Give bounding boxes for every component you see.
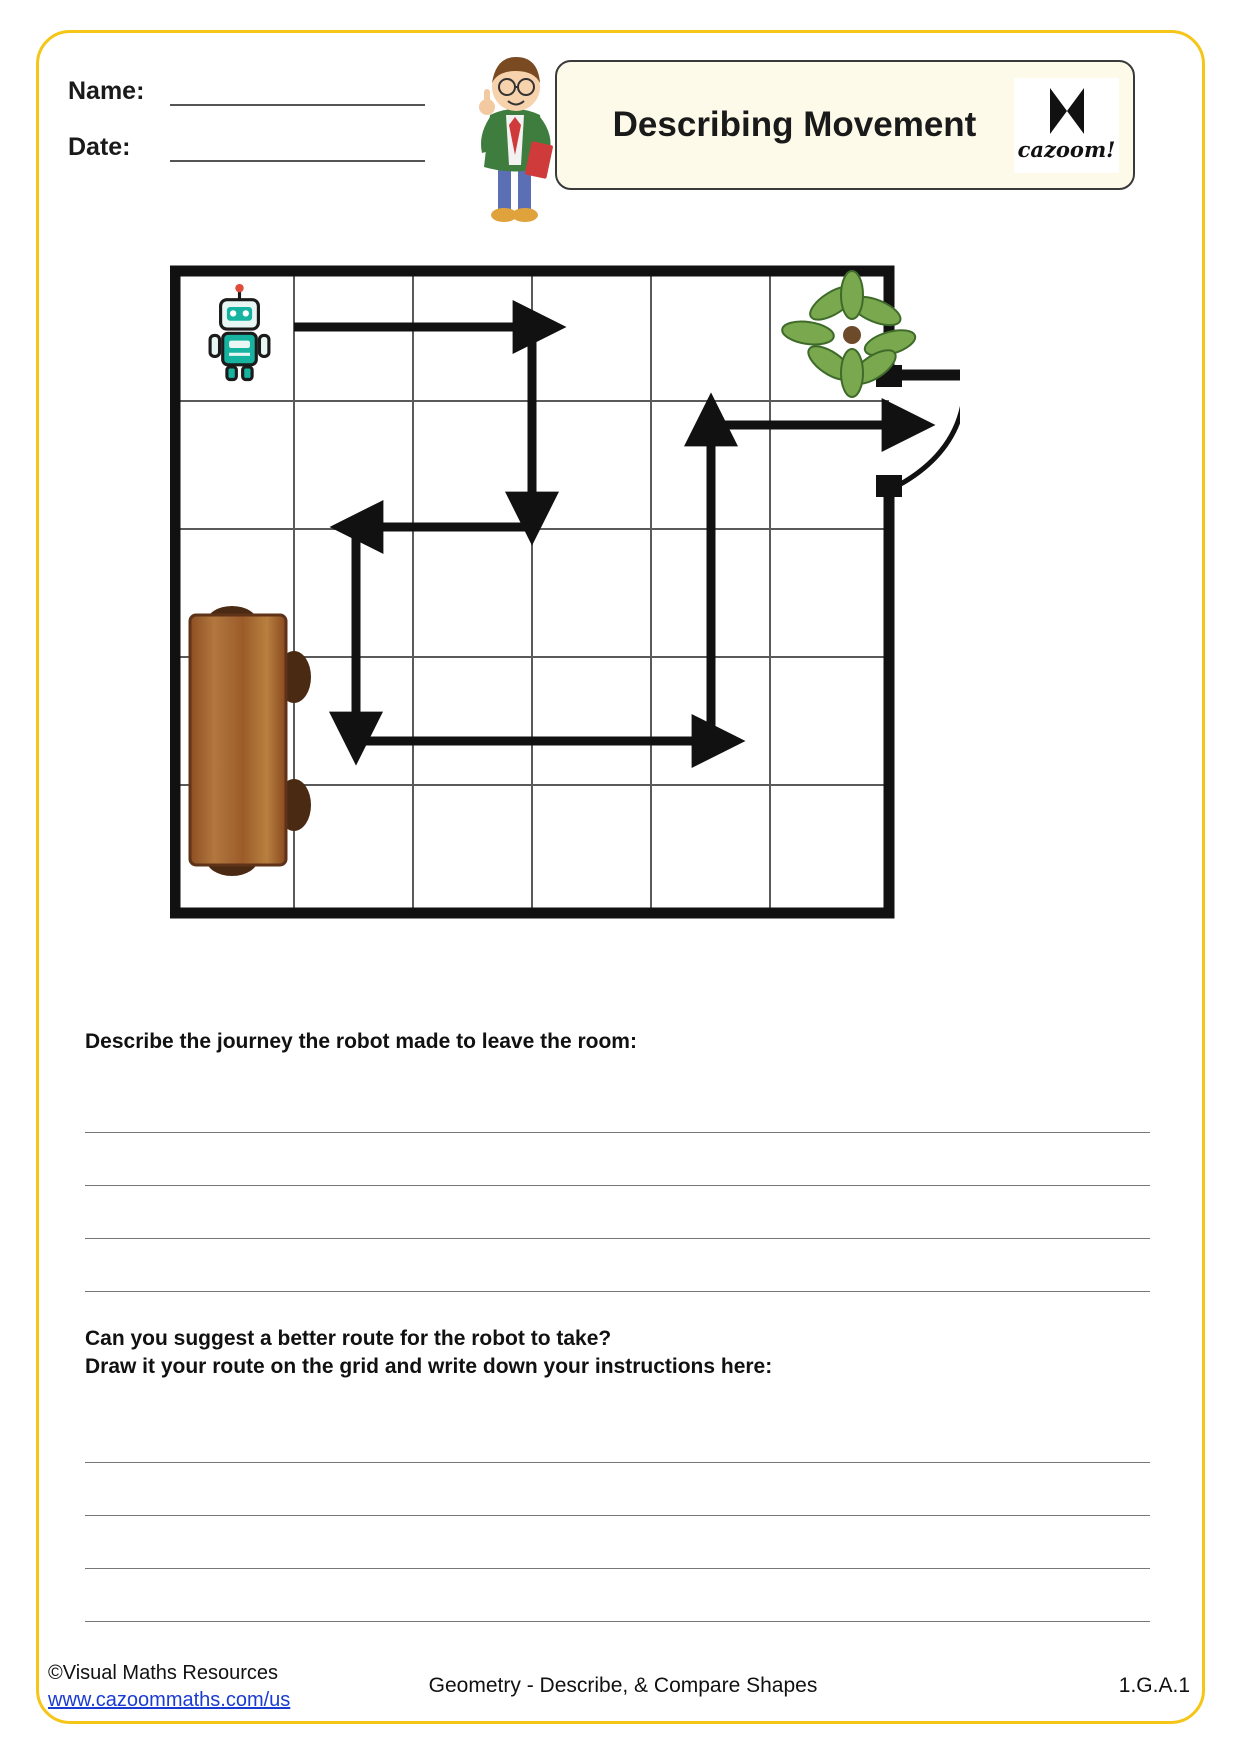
name-field-row (68, 77, 425, 106)
date-input-line[interactable] (170, 134, 425, 162)
logo-wordmark: cazoom! (1017, 137, 1116, 162)
copyright-text: ©Visual Maths Resources (48, 1662, 279, 1684)
teacher-illustration-icon (460, 45, 570, 225)
question-1-answer-lines[interactable] (85, 1080, 1150, 1292)
logo-mark-icon (1050, 88, 1084, 134)
question-2-prompt-line2: Draw it your route on the grid and write down your instructions here: (85, 1355, 773, 1379)
door-icon (876, 365, 960, 497)
date-field-row (68, 133, 425, 162)
name-input-line[interactable] (170, 78, 425, 106)
room-grid-svg[interactable] (170, 265, 960, 983)
website-link[interactable]: www.cazoommaths.com/us (48, 1689, 291, 1711)
answer-line[interactable] (85, 1463, 1150, 1516)
answer-line[interactable] (85, 1516, 1150, 1569)
worksheet-footer (48, 1660, 1198, 1730)
answer-line[interactable] (85, 1569, 1150, 1622)
footer-standard-code: 1.G.A.1 (1118, 1674, 1190, 1697)
question-2-prompt-line1: Can you suggest a better route for the robot to take? (85, 1327, 612, 1350)
answer-line[interactable] (85, 1239, 1150, 1292)
worksheet-title: Describing Movement (612, 105, 977, 144)
question-2-answer-lines[interactable] (85, 1410, 1150, 1622)
question-1 (85, 1028, 1150, 1056)
footer-topic: Geometry - Describe, & Compare Shapes (428, 1674, 818, 1697)
worksheet-header (60, 55, 1180, 215)
answer-line[interactable] (85, 1410, 1150, 1463)
answer-line[interactable] (85, 1186, 1150, 1239)
table-icon (190, 606, 311, 876)
robot-path-arrows (294, 327, 905, 741)
date-label: Date: (68, 133, 131, 161)
question-2 (85, 1325, 1150, 1382)
room-grid-container[interactable] (170, 265, 970, 985)
robot-start-icon (210, 284, 269, 380)
name-label: Name: (68, 77, 145, 105)
question-1-prompt: Describe the journey the robot made to leave the room: (85, 1030, 637, 1053)
answer-line[interactable] (85, 1080, 1150, 1133)
cazoom-logo (1014, 78, 1119, 173)
answer-line[interactable] (85, 1133, 1150, 1186)
title-banner (555, 60, 1135, 190)
